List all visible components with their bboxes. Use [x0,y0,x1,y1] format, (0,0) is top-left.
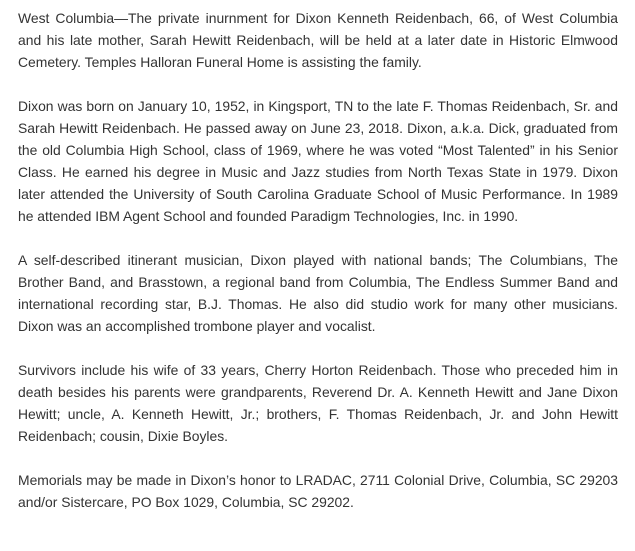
obituary-article [18,7,618,513]
obituary-paragraph-biography: Dixon was born on January 10, 1952, in Kingsport, TN to the late F. Thomas Reidenbach, Sr. and Sarah Hewitt Reidenbach. He passed away on June 23, 2018. Dixon, a.k.a. Dick, graduated from the old Columbia High School, class of 1969, where he was voted “Most Talented” in his Senior Class. He earned his degree in Music and Jazz studies from North Texas State in 1979. Dixon later attended the University of South Carolina Graduate School of Music Performance. In 1989 he attended IBM Agent School and founded Paradigm Technologies, Inc. in 1990. [18,98,618,224]
obituary-paragraph-memorials: Memorials may be made in Dixon’s honor to LRADAC, 2711 Colonial Drive, Columbia, SC 29203 and/or Sistercare, PO Box 1029, Columbia, SC 29202. [18,472,618,510]
obituary-paragraph-survivors: Survivors include his wife of 33 years, Cherry Horton Reidenbach. Those who preceded him in death besides his parents were grandparents, Reverend Dr. A. Kenneth Hewitt and Jane Dixon Hewitt; uncle, A. Kenneth Hewitt, Jr.; brothers, F. Thomas Reidenbach, Jr. and John Hewitt Reidenbach; cousin, Dixie Boyles. [18,362,618,444]
obituary-paragraph-music-career: A self-described itinerant musician, Dixon played with national bands; The Columbians, The Brother Band, and Brasstown, a regional band from Columbia, The Endless Summer Band and international recording star, B.J. Thomas. He also did studio work for many other musicians. Dixon was an accomplished trombone player and vocalist. [18,252,618,334]
obituary-paragraph-intro: West Columbia—The private inurnment for Dixon Kenneth Reidenbach, 66, of West Columbia and his late mother, Sarah Hewitt Reidenbach, will be held at a later date in Historic Elmwood Cemetery. Temples Halloran Funeral Home is assisting the family. [18,10,618,70]
